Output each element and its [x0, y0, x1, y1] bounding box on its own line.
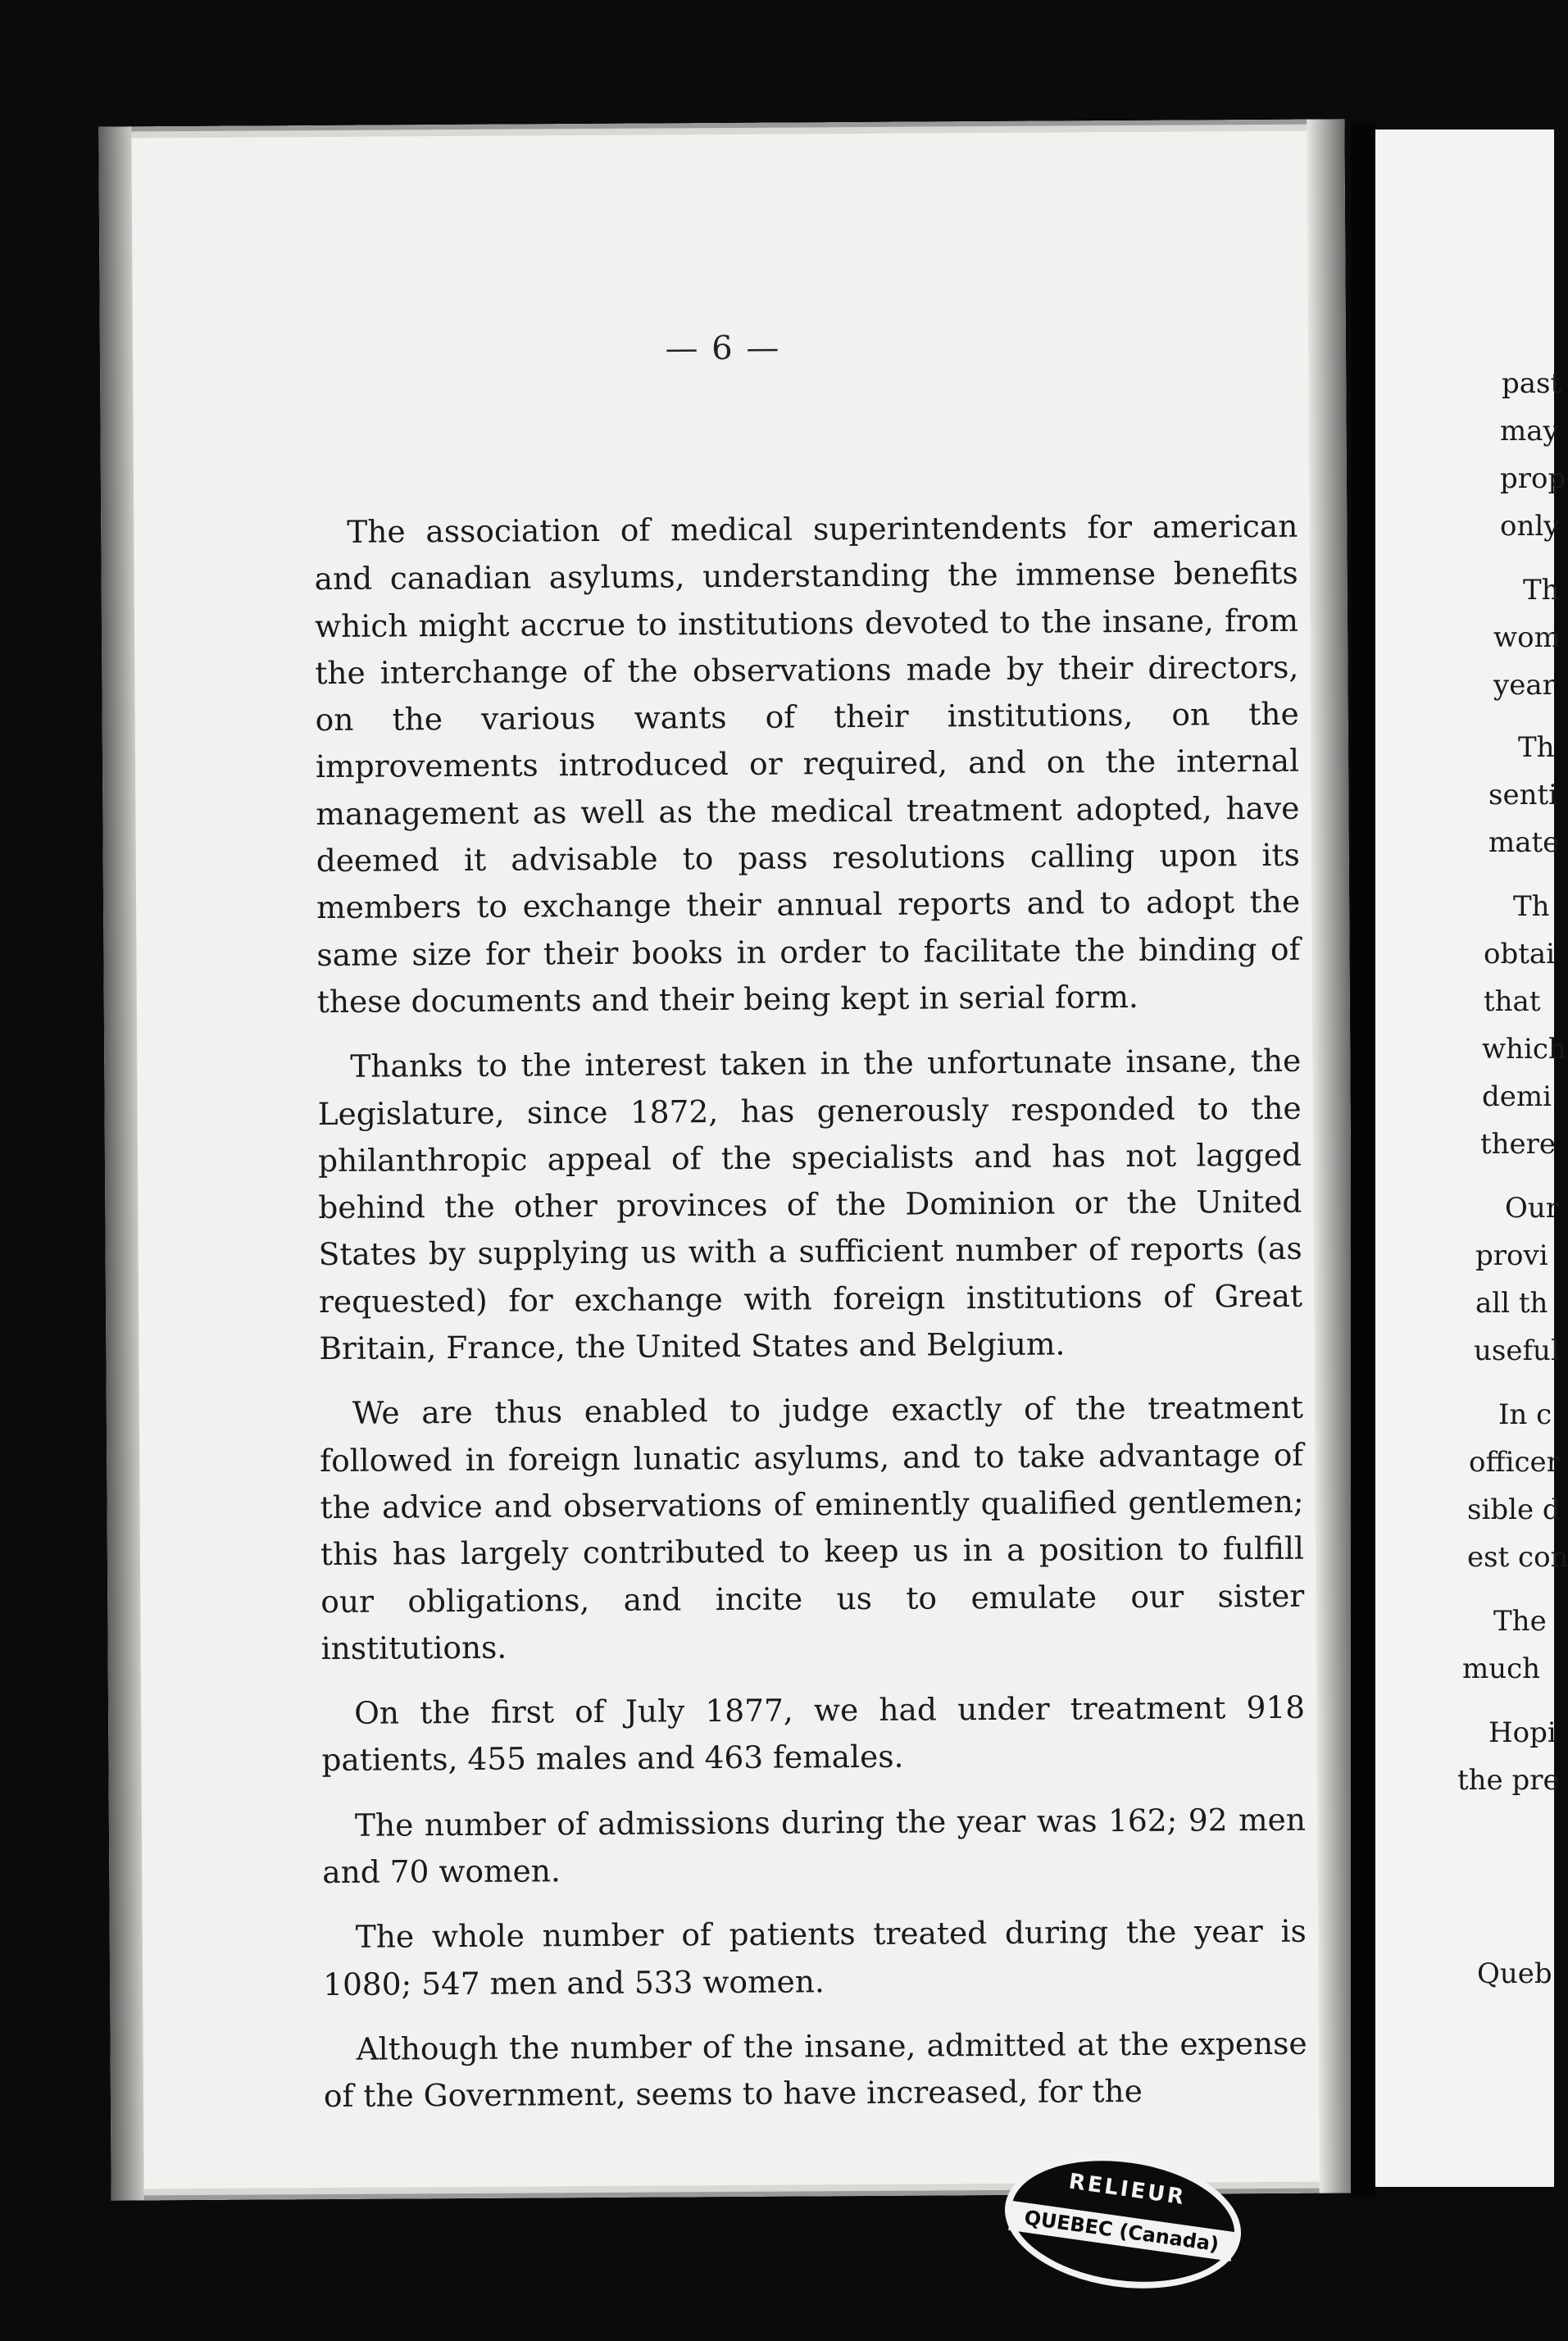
body-text — [314, 503, 1307, 2139]
facing-line: senti — [1488, 779, 1558, 811]
stamp-line-1: RELIEUR — [1067, 2169, 1188, 2211]
left-page — [98, 119, 1357, 2200]
stamp-line-2: QUEBEC (Canada) — [1008, 2201, 1234, 2261]
paragraph: The number of admissions during the year was 162; 92 men and 70 women. — [322, 1801, 1307, 1891]
facing-line: prop — [1500, 462, 1566, 495]
facing-line: past — [1502, 367, 1562, 400]
facing-line: Queb — [1477, 1957, 1552, 1990]
facing-line: useful — [1474, 1334, 1560, 1367]
facing-line: est con — [1467, 1541, 1568, 1574]
facing-line: all th — [1475, 1287, 1548, 1320]
facing-line: which — [1482, 1033, 1566, 1066]
facing-line: Hopi — [1488, 1716, 1557, 1749]
paragraph: Although the number of the insane, admitted at the expense of the Government, seems to have increased, for the — [323, 2025, 1307, 2115]
facing-line: there — [1480, 1128, 1557, 1161]
facing-line: the pre — [1457, 1764, 1560, 1797]
binding-gutter — [1351, 123, 1375, 2197]
facing-line: provi — [1475, 1239, 1548, 1272]
facing-line: Th — [1518, 731, 1555, 764]
facing-line: demi — [1482, 1080, 1552, 1113]
page-number: — 6 — — [665, 329, 781, 368]
paragraph: The association of medical superintendents for american and canadian asylums, understanding the immense benefits which might accrue to institutions devoted to the insane, from the interchange of the observations made by their directors, on the various wants of their institutions, on the improvements introduced or required, and on the internal management as well as the medical treatment adopted, have deemed it advisable to pass resolutions calling upon its members to exchange their annual reports and to adopt the same size for their books in order to facilitate the binding of these documents and their being kept in serial form. — [314, 507, 1301, 1020]
facing-line: Th — [1523, 574, 1560, 607]
facing-line: wom — [1493, 621, 1561, 654]
facing-line: that — [1484, 985, 1541, 1018]
facing-page — [1375, 130, 1568, 2187]
facing-line: sible d — [1467, 1493, 1561, 1526]
facing-line: much — [1462, 1652, 1541, 1685]
facing-line: obtai — [1484, 938, 1556, 970]
facing-line: The — [1493, 1605, 1547, 1638]
facing-line: mate — [1488, 826, 1560, 859]
paragraph: The whole number of patients treated during the year is 1080; 547 men and 533 women. — [322, 1913, 1307, 2002]
paragraph: We are thus enabled to judge exactly of the treatment followed in foreign lunatic asylums, and to take advantage of the advice and observations of eminently qualified gentlemen; this has largely contributed to keep us in a position to fulfill our obligations, and incite us to emulate our sister institutions. — [320, 1389, 1305, 1666]
facing-line: only — [1500, 510, 1560, 543]
paragraph: Thanks to the interest taken in the unfortunate insane, the Legislature, since 1872, has generously responded to the philanthropic appeal of the specialists and has not lagged behind the other provinces of the Dominion or the United States by supplying us with a sufficient number of reports (as requested) for exchange with foreign institutions of Great Britain, France, the United States and Belgium. — [317, 1042, 1303, 1367]
facing-page-text — [1375, 130, 1568, 2187]
facing-line: year — [1493, 669, 1556, 702]
facing-line: In c — [1498, 1398, 1552, 1431]
facing-line: Th — [1513, 890, 1550, 923]
facing-line: officer — [1469, 1446, 1560, 1479]
facing-line: may — [1500, 415, 1559, 448]
paragraph: On the first of July 1877, we had under treatment 918 patients, 455 males and 463 females. — [321, 1689, 1306, 1779]
facing-line: Our — [1505, 1192, 1560, 1225]
